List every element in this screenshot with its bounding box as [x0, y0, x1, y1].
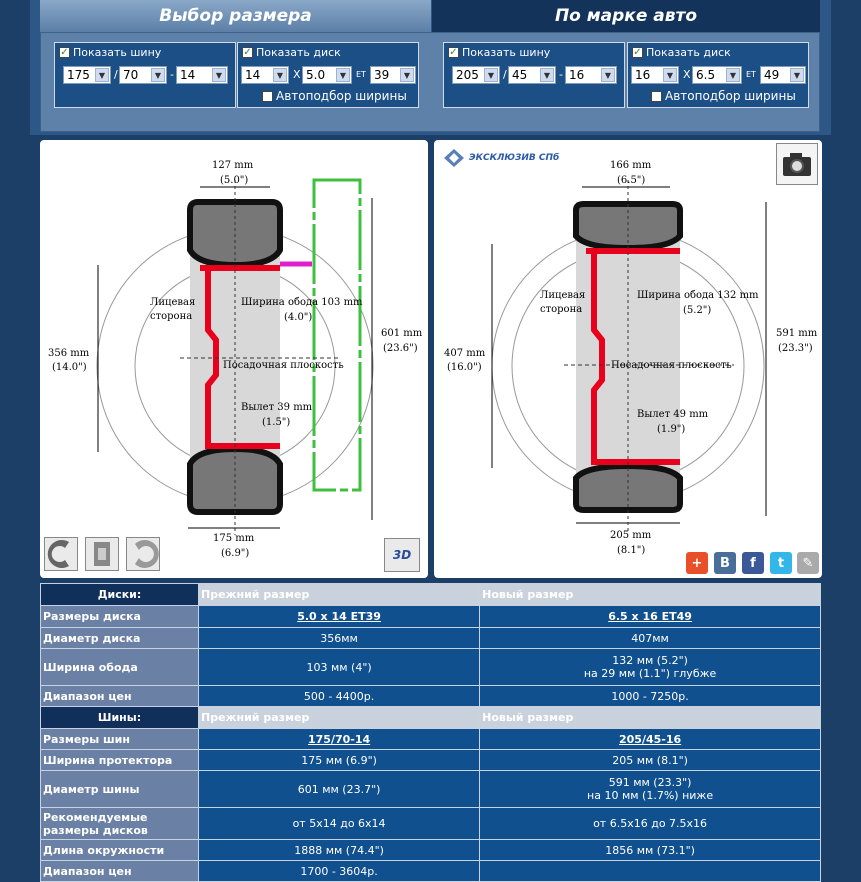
row-value-new	[480, 771, 821, 808]
select-value: 16	[569, 68, 585, 82]
wheel-diagram-right	[434, 140, 822, 578]
select-value: 14	[180, 68, 196, 82]
share-twitter-button[interactable]: t	[770, 552, 792, 574]
spec-table	[40, 583, 821, 882]
chevron-down-icon: ▼	[336, 68, 350, 82]
row-value-new: от 6.5x16 до 7.5x16	[480, 808, 821, 840]
checkbox-icon[interactable]	[651, 91, 662, 102]
face-label-1: Лицевая	[540, 290, 586, 301]
row-value-old: 1888 мм (74.4")	[199, 840, 480, 861]
view-tire-button[interactable]	[44, 537, 78, 571]
camera-icon	[777, 144, 817, 184]
chevron-down-icon: ▼	[540, 68, 554, 82]
row-label: Размеры диска	[41, 606, 199, 628]
mount-plane-label: Посадочная плоскость	[223, 360, 344, 371]
tire-profile-select-left[interactable]	[119, 66, 167, 84]
chevron-down-icon: ▼	[484, 68, 498, 82]
select-value: 49	[764, 68, 780, 82]
dim-top-mm: 166 mm	[610, 160, 652, 171]
separator: -	[170, 68, 174, 81]
chevron-down-icon: ▼	[601, 68, 615, 82]
row-label: Размеры шин	[41, 729, 199, 750]
tab-size[interactable]: Выбор размера	[40, 0, 431, 32]
select-value: 70	[123, 68, 139, 82]
show-disk-label: Показать диск	[646, 46, 731, 59]
share-vk-button[interactable]: B	[714, 552, 736, 574]
table-row	[41, 771, 821, 808]
auto-width-label: Автоподбор ширины	[276, 89, 407, 103]
tire-icon	[45, 538, 77, 570]
row-label: Диапазон цен	[41, 861, 199, 882]
checkbox-icon[interactable]: ✓	[60, 47, 69, 58]
row-value-old: 175 мм (6.9")	[199, 750, 480, 771]
disk-width-select-right[interactable]	[692, 66, 742, 84]
dim-diameter-in: (23.6")	[383, 343, 418, 354]
separator: /	[503, 68, 507, 81]
face-label-2: сторона	[150, 311, 193, 322]
row-value-old: 103 мм (4")	[199, 649, 480, 686]
select-value: 16	[635, 68, 651, 82]
share-add-button[interactable]: +	[686, 552, 708, 574]
select-value: 6.5	[696, 68, 716, 82]
offset-label: Вылет 39 mm	[241, 402, 313, 413]
checkbox-icon[interactable]: ✓	[449, 47, 458, 58]
table-header-row	[41, 584, 821, 606]
face-label-2: сторона	[540, 304, 583, 315]
row-value-line-2: на 29 мм (1.1") глубже	[583, 667, 717, 680]
wheel-diagram-left	[40, 140, 428, 578]
tire-width-select-left[interactable]	[63, 66, 111, 84]
section-icon	[86, 538, 118, 570]
row-value-new: 205 мм (8.1")	[480, 750, 821, 771]
tire-size-new-link[interactable]: 205/45-16	[480, 729, 821, 750]
rim-width-label: Ширина обода 103 mm	[241, 297, 363, 308]
column-header-new: Новый размер	[480, 707, 821, 729]
checkbox-icon[interactable]	[262, 91, 273, 102]
row-value-line-1: 132 мм (5.2")	[612, 654, 688, 667]
section-title: Шины:	[41, 707, 199, 729]
chevron-down-icon: ▼	[726, 68, 740, 82]
row-label: Диаметр диска	[41, 628, 199, 649]
table-row	[41, 628, 821, 649]
row-label: Диапазон цен	[41, 686, 199, 707]
row-label: Ширина протектора	[41, 750, 199, 771]
show-tire-left[interactable]	[59, 46, 161, 59]
row-label: Ширина обода	[41, 649, 199, 686]
column-header-old: Прежний размер	[199, 584, 480, 606]
row-value-old: 500 - 4400р.	[199, 686, 480, 707]
separator: X	[293, 68, 301, 81]
table-row	[41, 861, 821, 882]
dim-height-in: (16.0")	[447, 362, 482, 373]
column-header-new: Новый размер	[480, 584, 821, 606]
dim-diameter-in: (23.3")	[778, 343, 813, 354]
row-value-old: от 5x14 до 6x14	[199, 808, 480, 840]
dim-top-in: (5.0")	[220, 175, 249, 186]
select-value: 5.0	[306, 68, 326, 82]
tab-brand[interactable]: По марке авто	[432, 0, 820, 32]
dim-bottom-in: (8.1")	[617, 545, 646, 556]
tire-size-old-link[interactable]: 175/70-14	[199, 729, 480, 750]
table-row	[41, 729, 821, 750]
separator: /	[114, 68, 118, 81]
disk-diameter-select-left[interactable]	[241, 66, 289, 84]
dim-bottom-mm: 175 mm	[213, 533, 255, 544]
rim-width-label: Ширина обода 132 mm	[637, 290, 759, 301]
select-value: 45	[512, 68, 528, 82]
row-value-old: 356мм	[199, 628, 480, 649]
select-value: 205	[456, 68, 479, 82]
disk-et-select-right[interactable]	[760, 66, 806, 84]
dim-bottom-in: (6.9")	[221, 548, 250, 559]
chevron-down-icon: ▼	[95, 68, 109, 82]
chevron-down-icon: ▼	[151, 68, 165, 82]
dim-top-mm: 127 mm	[212, 160, 254, 171]
dim-height-mm: 407 mm	[444, 348, 486, 359]
chevron-down-icon: ▼	[212, 68, 226, 82]
show-disk-right[interactable]	[632, 46, 731, 59]
show-tire-right[interactable]	[448, 46, 550, 59]
chevron-down-icon: ▼	[400, 68, 414, 82]
chevron-down-icon: ▼	[273, 68, 287, 82]
row-value-line-2: на 10 мм (1.7%) ниже	[587, 789, 714, 802]
offset-label: Вылет 49 mm	[637, 409, 709, 420]
select-value: 39	[374, 68, 390, 82]
table-row	[41, 840, 821, 861]
separator: -	[559, 68, 563, 81]
chevron-down-icon: ▼	[663, 68, 677, 82]
row-label: Длина окружности	[41, 840, 199, 861]
separator: ET	[356, 70, 366, 79]
disk-icon	[127, 538, 159, 570]
table-row	[41, 750, 821, 771]
row-label: Рекомендуемые размеры дисков	[41, 808, 199, 840]
dim-height-in: (14.0")	[52, 362, 87, 373]
select-value: 175	[67, 68, 90, 82]
table-row	[41, 808, 821, 840]
share-edit-button[interactable]: ✎	[797, 552, 819, 574]
logo-icon	[442, 147, 466, 169]
rim-width-in: (5.2")	[683, 305, 712, 316]
row-label: Диаметр шины	[41, 771, 199, 808]
dim-diameter-mm: 591 mm	[776, 328, 818, 339]
checkbox-icon[interactable]: ✓	[633, 47, 642, 58]
chevron-down-icon: ▼	[790, 68, 804, 82]
show-tire-label: Показать шину	[73, 46, 162, 59]
show-disk-left[interactable]	[242, 46, 341, 59]
view-disk-button[interactable]	[126, 537, 160, 571]
select-value: 14	[245, 68, 261, 82]
separator: X	[683, 68, 691, 81]
offset-in: (1.9")	[657, 424, 686, 435]
new-wheel-outline	[314, 180, 360, 490]
view-section-button[interactable]	[85, 537, 119, 571]
tire-rim-select-right[interactable]	[565, 66, 617, 84]
disk-diameter-select-right[interactable]	[631, 66, 679, 84]
auto-width-right[interactable]	[651, 89, 796, 103]
auto-width-left[interactable]	[262, 89, 407, 103]
dim-height-mm: 356 mm	[48, 348, 90, 359]
tire-profile-select-right[interactable]	[508, 66, 556, 84]
tire-width-select-right[interactable]	[452, 66, 500, 84]
table-row	[41, 686, 821, 707]
photo-button[interactable]	[776, 143, 818, 185]
row-value-line-1: 591 мм (23.3")	[608, 776, 692, 789]
row-value-new: 407мм	[480, 628, 821, 649]
mount-plane-label: Посадочная плоскость	[611, 360, 732, 371]
auto-width-label: Автоподбор ширины	[665, 89, 796, 103]
show-disk-label: Показать диск	[256, 46, 341, 59]
row-value-old: 1700 - 3604р.	[199, 861, 480, 882]
view-3d-button[interactable]: 3D	[384, 538, 420, 572]
table-row	[41, 649, 821, 686]
row-value-new	[480, 861, 821, 882]
row-value-new	[480, 649, 821, 686]
offset-in: (1.5")	[262, 417, 291, 428]
logo-text: ЭКСКЛЮЗИВ СПб	[469, 153, 560, 163]
table-row	[41, 606, 821, 628]
disk-et-select-left[interactable]	[370, 66, 416, 84]
rim-width-in: (4.0")	[284, 312, 313, 323]
row-value-old: 601 мм (23.7")	[199, 771, 480, 808]
table-header-row	[41, 707, 821, 729]
dim-bottom-mm: 205 mm	[610, 530, 652, 541]
separator: ET	[746, 70, 756, 79]
tire-rim-select-left[interactable]	[176, 66, 228, 84]
checkbox-icon[interactable]: ✓	[243, 47, 252, 58]
brand-logo	[442, 147, 559, 169]
dim-top-in: (6.5")	[617, 175, 646, 186]
disk-size-old-link[interactable]: 5.0 x 14 ET39	[199, 606, 480, 628]
share-facebook-button[interactable]: f	[742, 552, 764, 574]
section-title: Диски:	[41, 584, 199, 606]
disk-size-new-link[interactable]: 6.5 x 16 ET49	[480, 606, 821, 628]
column-header-old: Прежний размер	[199, 707, 480, 729]
dim-diameter-mm: 601 mm	[381, 328, 423, 339]
show-tire-label: Показать шину	[462, 46, 551, 59]
row-value-new: 1000 - 7250р.	[480, 686, 821, 707]
row-value-new: 1856 мм (73.1")	[480, 840, 821, 861]
face-label-1: Лицевая	[150, 297, 196, 308]
disk-width-select-left[interactable]	[302, 66, 352, 84]
